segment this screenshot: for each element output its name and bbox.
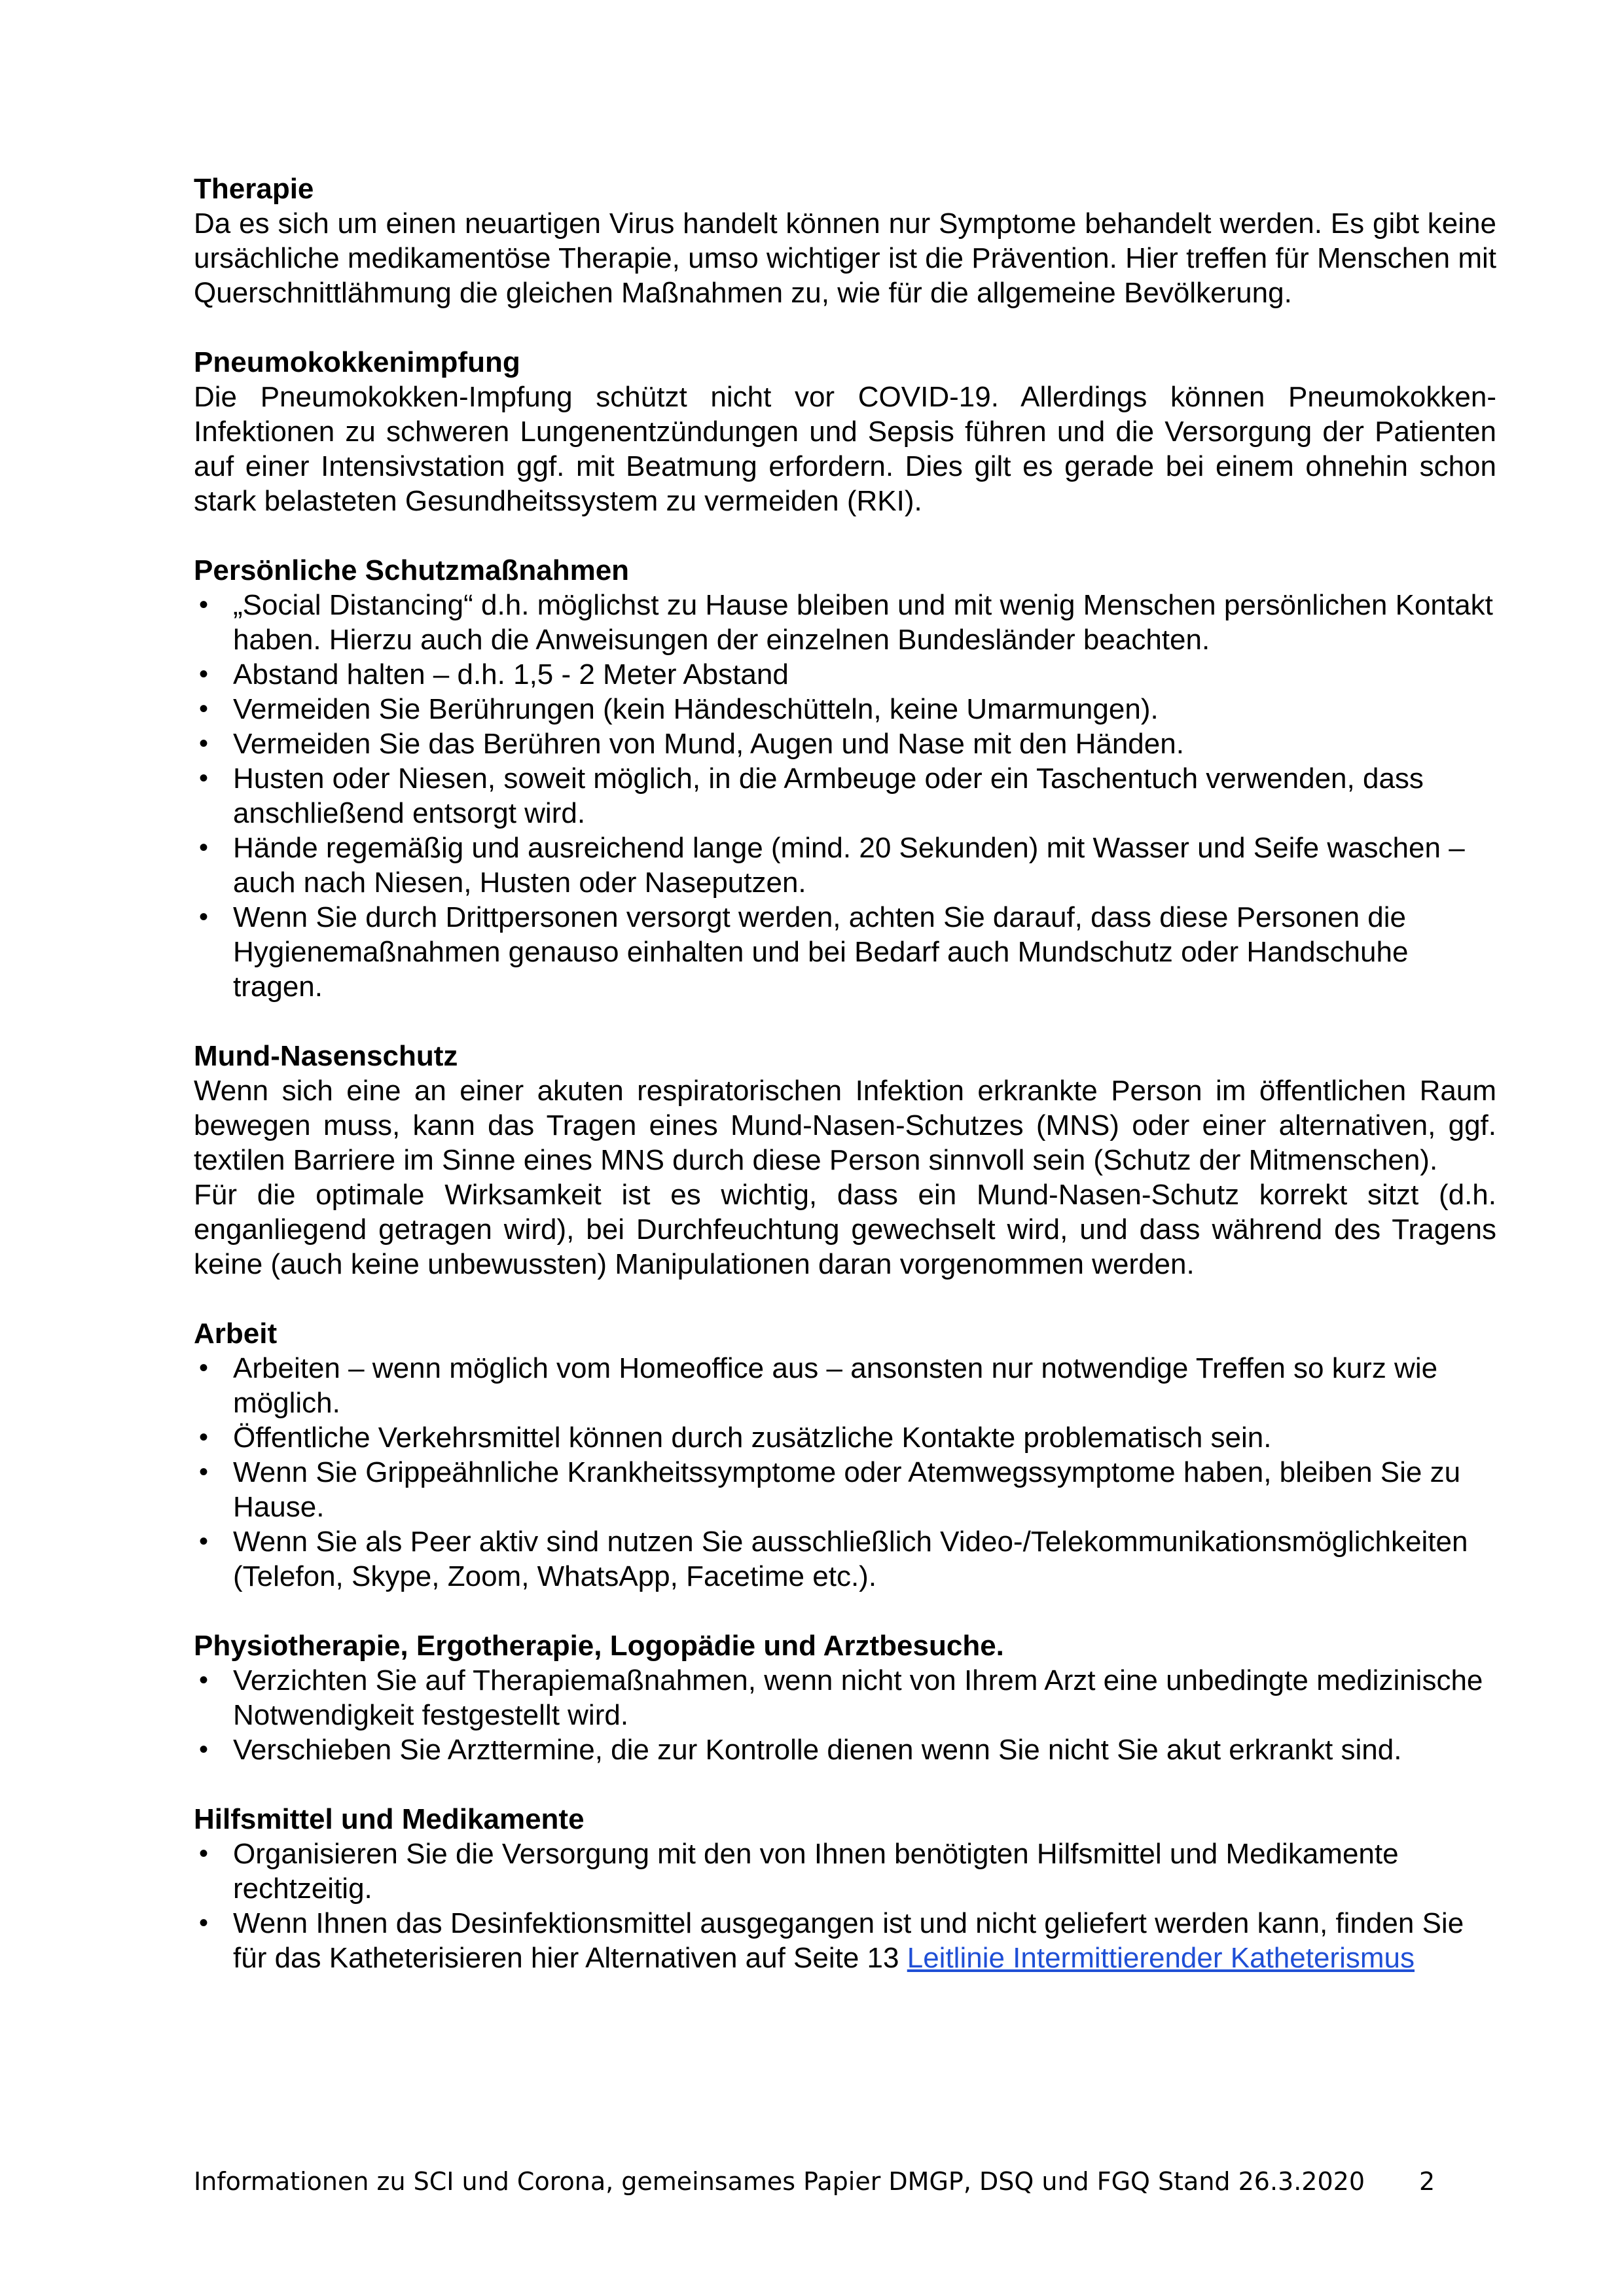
list-item-text: Wenn Sie als Peer aktiv sind nutzen Sie ausschließlich Video-/Telekommunikationsmöglichkeiten (Telefon, Skype, Zoom, WhatsApp, Facetime etc.).	[233, 1526, 1468, 1592]
list-item	[194, 1455, 1496, 1524]
list-item-text: Verschieben Sie Arzttermine, die zur Kontrolle dienen wenn Sie nicht Sie akut erkrankt sind.	[233, 1734, 1402, 1766]
list-item-text: Organisieren Sie die Versorgung mit den von Ihnen benötigten Hilfsmittel und Medikamente rechtzeitig.	[233, 1838, 1399, 1905]
heading-schutzmassnahmen: Persönliche Schutzmaßnahmen	[194, 554, 630, 586]
list-item	[194, 726, 1496, 761]
list-item	[194, 831, 1496, 900]
list-item-text: Hände regemäßig und ausreichend lange (mind. 20 Sekunden) mit Wasser und Seife waschen – auch nach Niesen, Husten oder Naseputzen.	[233, 832, 1465, 899]
list-item	[194, 588, 1496, 657]
list-item	[194, 1420, 1496, 1455]
bullet-icon: •	[199, 1423, 209, 1452]
physiotherapie-list	[194, 1663, 1496, 1767]
list-item	[194, 1732, 1496, 1767]
list-item-text: Vermeiden Sie das Berühren von Mund, Augen und Nase mit den Händen.	[233, 728, 1184, 760]
list-item	[194, 1524, 1496, 1594]
heading-arbeit: Arbeit	[194, 1318, 278, 1350]
list-item	[194, 1351, 1496, 1420]
section-hilfsmittel	[194, 1802, 1496, 1975]
bullet-icon: •	[199, 833, 209, 862]
bullet-icon: •	[199, 1527, 209, 1556]
list-item	[194, 692, 1496, 726]
paragraph-mund-nasenschutz-1: Wenn sich eine an einer akuten respiratorischen Infektion erkrankte Person im öffentlichen Raum bewegen muss, kann das Tragen eines Mund-Nasen-Schutzes (MNS) oder einer alternativen, ggf. textilen Barriere im Sinne eines MNS durch diese Person sinnvoll sein (Schutz der Mitmenschen).	[194, 1075, 1496, 1176]
list-item-text: Arbeiten – wenn möglich vom Homeoffice aus – ansonsten nur notwendige Treffen so kurz wie möglich.	[233, 1352, 1438, 1419]
list-item-text: Verzichten Sie auf Therapiemaßnahmen, wenn nicht von Ihrem Arzt eine unbedingte medizinische Notwendigkeit festgestellt wird.	[233, 1664, 1483, 1731]
section-pneumokokkenimpfung	[194, 345, 1496, 518]
bullet-icon: •	[199, 1666, 209, 1695]
section-therapie	[194, 171, 1496, 310]
section-mund-nasenschutz	[194, 1039, 1496, 1282]
bullet-icon: •	[199, 1839, 209, 1868]
bullet-icon: •	[199, 1909, 209, 1937]
hilfsmittel-list	[194, 1837, 1496, 1975]
katheterismus-guideline-link[interactable]: Leitlinie Intermittierender Katheterismus	[907, 1942, 1415, 1974]
heading-pneumokokkenimpfung: Pneumokokkenimpfung	[194, 346, 520, 378]
list-item-text: Wenn Sie durch Drittpersonen versorgt werden, achten Sie darauf, dass diese Personen die Hygienemaßnahmen genauso einhalten und bei Bedarf auch Mundschutz oder Handschuhe tragen.	[233, 901, 1409, 1003]
list-item	[194, 761, 1496, 831]
list-item-text: „Social Distancing“ d.h. möglichst zu Hause bleiben und mit wenig Menschen persönlichen Kontakt haben. Hierzu auch die Anweisungen der einzelnen Bundesländer beachten.	[233, 589, 1493, 656]
list-item-text: Vermeiden Sie Berührungen (kein Händeschütteln, keine Umarmungen).	[233, 693, 1159, 725]
bullet-icon: •	[199, 729, 209, 758]
bullet-icon: •	[199, 660, 209, 689]
bullet-icon: •	[199, 764, 209, 793]
paragraph-therapie: Da es sich um einen neuartigen Virus handelt können nur Symptome behandelt werden. Es gibt keine ursächliche medikamentöse Therapie, umso wichtiger ist die Prävention. Hier treffen für Menschen mit Querschnittlähmung die gleichen Maßnahmen zu, wie für die allgemeine Bevölkerung.	[194, 207, 1496, 309]
bullet-icon: •	[199, 1735, 209, 1764]
section-arbeit	[194, 1316, 1496, 1594]
bullet-icon: •	[199, 590, 209, 619]
list-item-text: Husten oder Niesen, soweit möglich, in die Armbeuge oder ein Taschentuch verwenden, dass anschließend entsorgt wird.	[233, 762, 1424, 829]
bullet-icon: •	[199, 903, 209, 931]
document-body	[194, 171, 1496, 2010]
schutzmassnahmen-list	[194, 588, 1496, 1004]
arbeit-list	[194, 1351, 1496, 1594]
paragraph-mund-nasenschutz-2: Für die optimale Wirksamkeit ist es wichtig, dass ein Mund-Nasen-Schutz korrekt sitzt (d.h. enganliegend getragen wird), bei Durchfeuchtung gewechselt wird, und dass während des Tragens keine (auch keine unbewussten) Manipulationen daran vorgenommen werden.	[194, 1179, 1496, 1280]
list-item	[194, 900, 1496, 1004]
heading-physiotherapie: Physiotherapie, Ergotherapie, Logopädie und Arztbesuche.	[194, 1630, 1004, 1662]
list-item-text: Wenn Sie Grippeähnliche Krankheitssymptome oder Atemwegssymptome haben, bleiben Sie zu Hause.	[233, 1456, 1461, 1523]
paragraph-pneumokokkenimpfung: Die Pneumokokken-Impfung schützt nicht vor COVID-19. Allerdings können Pneumokokken-Infektionen zu schweren Lungenentzündungen und Sepsis führen und die Versorgung der Patienten auf einer Intensivstation ggf. mit Beatmung erfordern. Dies gilt es gerade bei einem ohnehin schon stark belasteten Gesundheitssystem zu vermeiden (RKI).	[194, 381, 1496, 517]
list-item	[194, 657, 1496, 692]
page-footer: Informationen zu SCI und Corona, gemeinsames Papier DMGP, DSQ und FGQ Stand 26.3.2020	[194, 2167, 1365, 2196]
heading-mund-nasenschutz: Mund-Nasenschutz	[194, 1040, 458, 1072]
bullet-icon: •	[199, 694, 209, 723]
section-schutzmassnahmen	[194, 553, 1496, 1004]
list-item-text: Abstand halten – d.h. 1,5 - 2 Meter Abstand	[233, 658, 789, 691]
page-number: 2	[1419, 2167, 1435, 2196]
list-item-text: Öffentliche Verkehrsmittel können durch zusätzliche Kontakte problematisch sein.	[233, 1422, 1272, 1454]
list-item-text: Wenn Ihnen das Desinfektionsmittel ausgegangen ist und nicht geliefert werden kann, finden Sie für das Katheterisieren hier Alternativen auf Seite 13	[233, 1907, 1464, 1974]
list-item	[194, 1837, 1496, 1906]
section-physiotherapie	[194, 1628, 1496, 1767]
list-item	[194, 1906, 1496, 1975]
list-item	[194, 1663, 1496, 1732]
heading-hilfsmittel: Hilfsmittel und Medikamente	[194, 1803, 585, 1835]
bullet-icon: •	[199, 1354, 209, 1382]
bullet-icon: •	[199, 1458, 209, 1486]
heading-therapie: Therapie	[194, 173, 314, 205]
